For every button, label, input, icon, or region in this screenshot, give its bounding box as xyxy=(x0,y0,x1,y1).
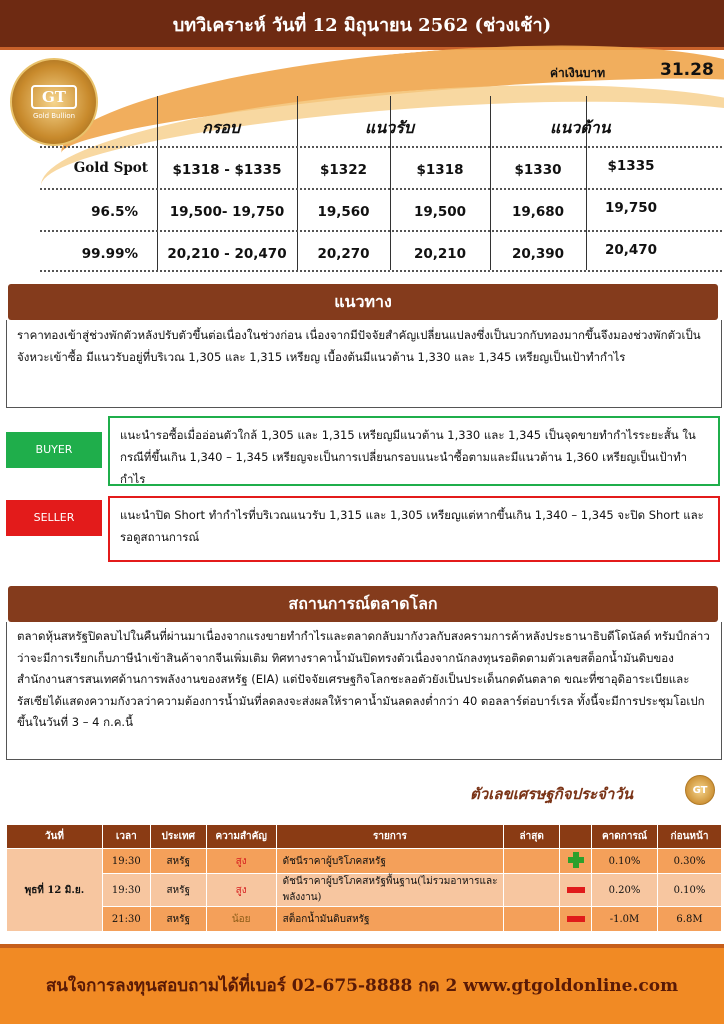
exchange-rate-label: ค่าเงินบาท xyxy=(550,66,606,80)
price-cell: 20,470 xyxy=(604,242,658,258)
previous-cell: 6.8M xyxy=(658,907,722,932)
buyer-note: แนะนำรอซื้อเมื่ออ่อนตัวใกล้ 1,305 และ 1,315 เหรียญมีแนวต้าน 1,330 และ 1,345 เป็นจุดขายทำกำไรระยะสั้น ในกรณีที่ขึ้นเกิน 1,340 – 1,345 เหรียญจะเป็นการเปลี่ยนกรอบแนะนำซื้อตามและมีแนวต้าน 1,360 เหรียญเป็นเป้าทำกำไร xyxy=(108,416,720,486)
guidance-title: แนวทาง xyxy=(8,284,718,320)
col-event: รายการ xyxy=(276,825,504,849)
time-cell: 19:30 xyxy=(102,849,150,874)
signal-cell xyxy=(560,907,592,932)
price-cell: 20,270 xyxy=(317,246,370,262)
forecast-cell: 0.20% xyxy=(592,874,658,907)
previous-cell: 0.30% xyxy=(658,849,722,874)
table-row xyxy=(7,907,722,932)
price-cell: $1330 xyxy=(514,162,562,178)
plus-icon xyxy=(568,852,584,868)
col-date: วันที่ xyxy=(7,825,103,849)
row-label-gold-spot: Gold Spot xyxy=(73,160,148,176)
latest-cell xyxy=(504,907,560,932)
footer xyxy=(0,944,724,1024)
col-previous: ก่อนหน้า xyxy=(658,825,722,849)
col-latest: ล่าสุด xyxy=(504,825,560,849)
col-importance: ความสำคัญ xyxy=(206,825,276,849)
seller-tag: SELLER xyxy=(6,500,102,536)
seller-note: แนะนำปิด Short ทำกำไรที่บริเวณแนวรับ 1,315 และ 1,305 เหรียญแต่หากขึ้นเกิน 1,340 – 1,345 จะปิด Short และรอดูสถานการณ์ xyxy=(108,496,720,562)
country-cell: สหรัฐ xyxy=(150,907,206,932)
event-cell: ดัชนีราคาผู้บริโภคสหรัฐ xyxy=(276,849,504,874)
footer-contact: สนใจการลงทุนสอบถามได้ที่เบอร์ 02-675-8888 กด 2 www.gtgoldonline.com xyxy=(45,976,679,996)
price-cell: 19,500 xyxy=(413,204,467,220)
header-support: แนวรับ xyxy=(365,118,414,137)
event-cell: สต็อกน้ำมันดิบสหรัฐ xyxy=(276,907,504,932)
logo-brand: GT xyxy=(31,85,77,109)
importance-cell: สูง xyxy=(206,874,276,907)
price-cell: $1318 - $1335 xyxy=(172,162,282,178)
price-cell: 19,680 xyxy=(511,204,565,220)
time-cell: 19:30 xyxy=(102,874,150,907)
col-signal xyxy=(560,825,592,849)
latest-cell xyxy=(504,874,560,907)
row-label-965: 96.5% xyxy=(91,204,138,220)
col-country: ประเทศ xyxy=(150,825,206,849)
price-cell: 19,750 xyxy=(604,200,658,216)
price-cell: $1335 xyxy=(607,158,655,174)
minus-icon xyxy=(567,916,585,922)
guidance-text: ราคาทองเข้าสู่ช่วงพักตัวหลังปรับตัวขึ้นต่อเนื่องในช่วงก่อน เนื่องจากมีปัจจัยสำคัญเปลี่ยนแปลงซึ่งเป็นบวกกับทองมากขึ้นจึงมองช่วงพักตัวเป็นจังหวะเข้าซื้อ มีแนวรับอยู่ที่บริเวณ 1,305 และ 1,315 เหรียญ เบื้องต้นมีแนวต้าน 1,330 และ 1,345 เหรียญเป็นเป้าทำกำไร xyxy=(6,320,722,408)
row-label-9999: 99.99% xyxy=(81,246,138,262)
event-cell: ดัชนีราคาผู้บริโภคสหรัฐพื้นฐาน(ไม่รวมอาหารและพลังงาน) xyxy=(276,874,504,907)
importance-cell: สูง xyxy=(206,849,276,874)
table-row xyxy=(7,849,722,874)
country-cell: สหรัฐ xyxy=(150,874,206,907)
table-row xyxy=(7,874,722,907)
logo-name: Gold Bullion xyxy=(32,111,76,120)
econ-calendar-title: ตัวเลขเศรษฐกิจประจำวัน xyxy=(470,785,634,803)
country-cell: สหรัฐ xyxy=(150,849,206,874)
price-cell: 20,210 - 20,470 xyxy=(167,246,287,262)
previous-cell: 0.10% xyxy=(658,874,722,907)
col-forecast: คาดการณ์ xyxy=(592,825,658,849)
gt-small-logo: GT xyxy=(685,775,715,805)
price-cell: 19,560 xyxy=(317,204,370,220)
importance-cell: น้อย xyxy=(206,907,276,932)
page-title: บทวิเคราะห์ วันที่ 12 มิถุนายน 2562 (ช่วงเช้า) xyxy=(172,15,552,36)
buyer-tag: BUYER xyxy=(6,432,102,468)
signal-cell xyxy=(560,874,592,907)
price-cell: $1318 xyxy=(416,162,464,178)
price-table xyxy=(40,96,722,270)
world-market-title: สถานการณ์ตลาดโลก xyxy=(8,586,718,622)
price-cell: $1322 xyxy=(320,162,367,178)
date-cell: พุธที่ 12 มิ.ย. xyxy=(7,849,103,932)
exchange-rate-value: 31.28 xyxy=(660,60,714,80)
col-time: เวลา xyxy=(102,825,150,849)
price-cell: 20,390 xyxy=(511,246,565,262)
signal-cell xyxy=(560,849,592,874)
forecast-cell: 0.10% xyxy=(592,849,658,874)
time-cell: 21:30 xyxy=(102,907,150,932)
latest-cell xyxy=(504,849,560,874)
price-cell: 19,500- 19,750 xyxy=(169,204,285,220)
minus-icon xyxy=(567,887,585,893)
header-resistance: แนวต้าน xyxy=(550,118,611,137)
price-cell: 20,210 xyxy=(413,246,467,262)
forecast-cell: -1.0M xyxy=(592,907,658,932)
header-range: กรอบ xyxy=(202,118,241,137)
world-market-text: ตลาดหุ้นสหรัฐปิดลบไปในคืนที่ผ่านมาเนื่องจากแรงขายทำกำไรและตลาดกลับมากังวลกับสงครามการค้าหลังประธานาธิบดีโดนัลด์ ทรัมป์กล่าวว่าจะมีการเรียกเก็บภาษีนำเข้าสินค้าจากจีนเพิ่มเติม ทิศทางราคาน้ำมันปิดทรงตัวเนื่องจากนักลงทุนรอติดตามตัวเลขสต็อกน้ำมันดิบของสำนักงานสารสนเทศด้านการพลังงานของสหรัฐ (EIA) แต่ปัจจัยเศรษฐกิจโลกชะลอตัวยังเป็นประเด็นกดดันตลาด ขณะที่ซาอุดิอาระเบียและรัสเซียได้แสดงความกังวลว่าความต้องการน้ำมันที่ลดลงจะส่งผลให้ราคาน้ำมันลดลงต่ำกว่า 40 ดอลลาร์ต่อบาร์เรล ทั้งนี้จะมีการประชุมโอเปกขึ้นในวันที่ 3 – 4 ก.ค.นี้ xyxy=(6,622,722,760)
econ-calendar-table xyxy=(6,824,722,932)
page-header xyxy=(0,0,724,50)
